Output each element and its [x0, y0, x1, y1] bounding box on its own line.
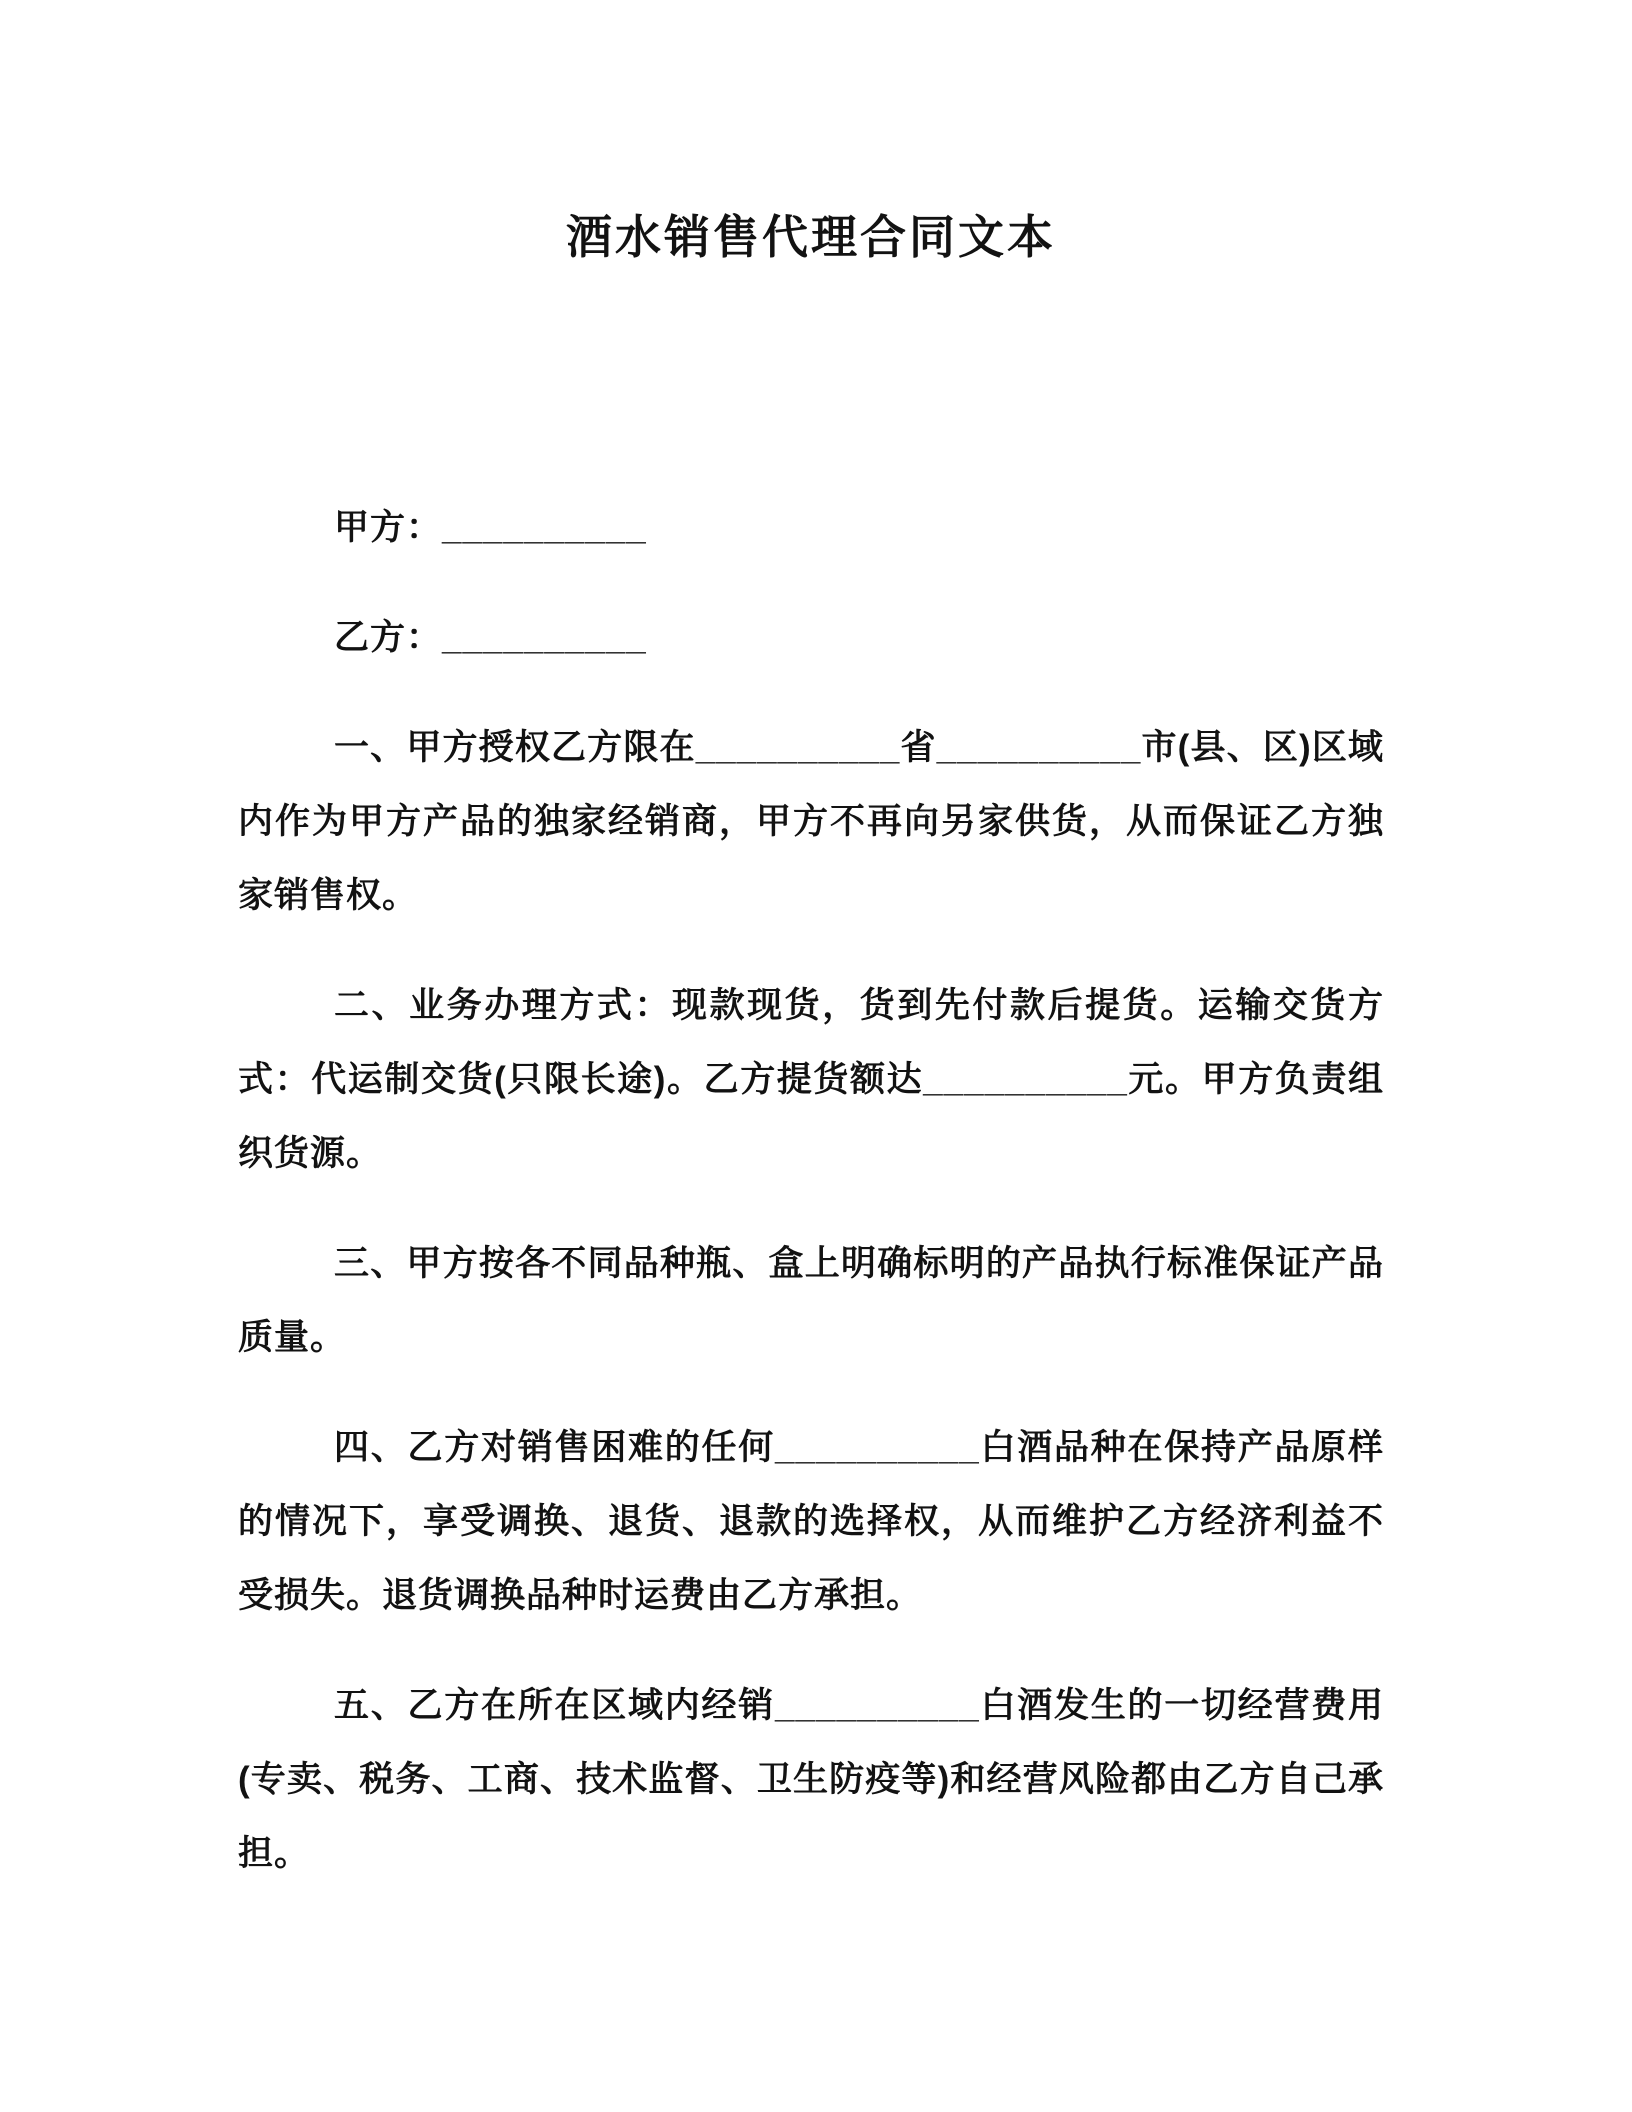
- party-a-line: 甲方：__________: [334, 507, 647, 547]
- clause-2: 二、业务办理方式：现款现货，货到先付款后提货。运输交货方式：代运制交货(只限长途)。乙方提货额达__________元。甲方负责组织货源。: [238, 985, 1384, 1173]
- document-title: 酒水销售代理合同文本: [566, 211, 1056, 263]
- party-b-line: 乙方：__________: [334, 617, 647, 657]
- clause-5: 五、乙方在所在区域内经销__________白酒发生的一切经营费用(专卖、税务、工商、技术监督、卫生防疫等)和经营风险都由乙方自己承担。: [238, 1685, 1384, 1873]
- clause-3: 三、甲方按各不同品种瓶、盒上明确标明的产品执行标准保证产品质量。: [238, 1243, 1384, 1357]
- clause-1: 一、甲方授权乙方限在__________省__________市(县、区)区域内作为甲方产品的独家经销商，甲方不再向另家供货，从而保证乙方独家销售权。: [238, 727, 1384, 915]
- clause-4: 四、乙方对销售困难的任何__________白酒品种在保持产品原样的情况下，享受调换、退货、退款的选择权，从而维护乙方经济利益不受损失。退货调换品种时运费由乙方承担。: [238, 1427, 1384, 1615]
